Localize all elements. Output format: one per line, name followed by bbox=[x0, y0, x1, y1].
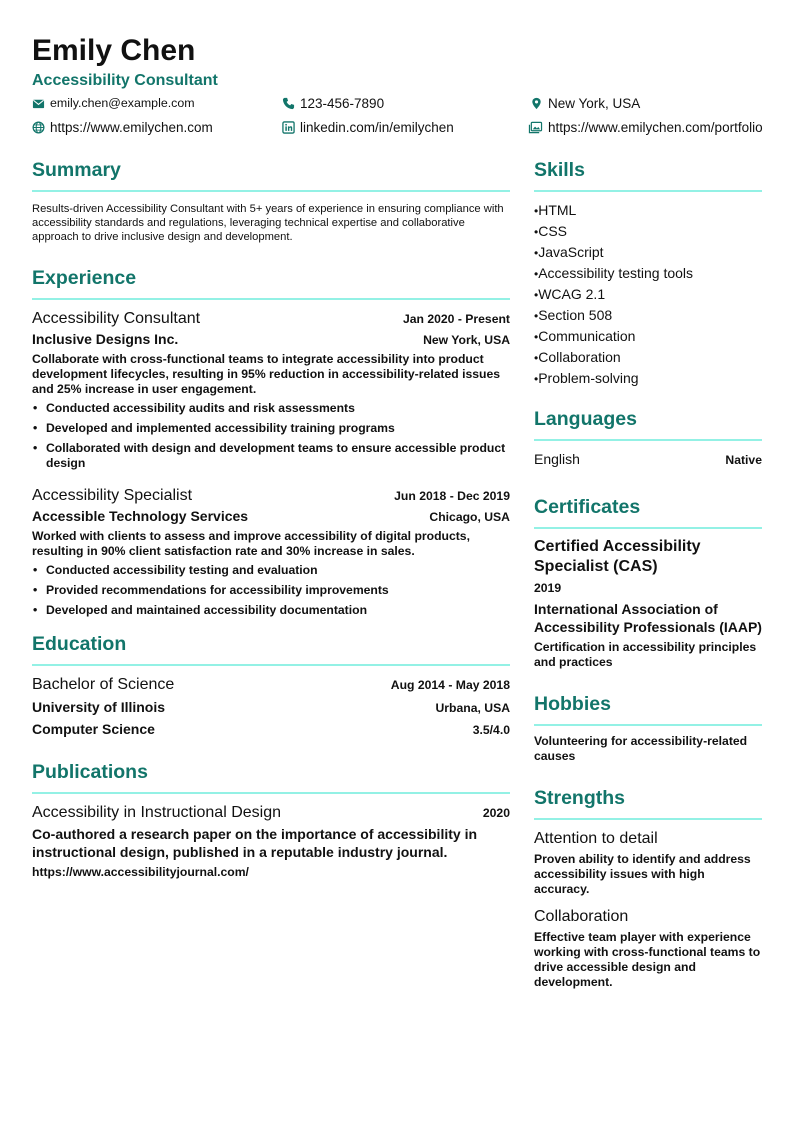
website-text: https://www.emilychen.com bbox=[50, 120, 213, 135]
experience-heading: Experience bbox=[32, 266, 510, 300]
job-bullet: • Provided recommendations for accessibility improvements bbox=[32, 583, 510, 598]
job-dates: Jun 2018 - Dec 2019 bbox=[394, 489, 510, 503]
skills-section bbox=[534, 158, 762, 389]
skill-item: • Accessibility testing tools bbox=[534, 263, 762, 284]
publications-heading: Publications bbox=[32, 760, 510, 794]
job-bullet: • Conducted accessibility testing and evaluation bbox=[32, 563, 510, 578]
summary-text: Results-driven Accessibility Consultant with 5+ years of experience in ensuring compliance with accessibility standards and regulations, leveraging technical expertise and collaborative approach to drive inclusive design and development. bbox=[32, 203, 504, 243]
left-column bbox=[32, 158, 510, 881]
job-bullets bbox=[32, 563, 510, 618]
job-location: Chicago, USA bbox=[429, 510, 510, 524]
strength-title: Attention to detail bbox=[534, 830, 658, 847]
portfolio-icon bbox=[528, 121, 543, 134]
education-field: Computer Science bbox=[32, 721, 155, 737]
contact-portfolio[interactable] bbox=[528, 120, 763, 135]
contact-website[interactable] bbox=[32, 120, 213, 135]
resume-header bbox=[32, 34, 782, 92]
right-column bbox=[534, 158, 762, 999]
publication-title: Accessibility in Instructional Design bbox=[32, 804, 281, 821]
languages-section bbox=[534, 407, 762, 467]
certificate-issuer: International Association of Accessibility Professionals (IAAP) bbox=[534, 601, 762, 635]
skill-item: • Problem-solving bbox=[534, 368, 762, 389]
education-dates: Aug 2014 - May 2018 bbox=[390, 678, 510, 692]
strength-title: Collaboration bbox=[534, 908, 629, 925]
globe-icon bbox=[32, 121, 45, 134]
summary-heading: Summary bbox=[32, 158, 510, 192]
education-location: Urbana, USA bbox=[435, 701, 510, 715]
certificate-year: 2019 bbox=[534, 581, 562, 595]
certificate-description: Certification in accessibility principles and practices bbox=[534, 640, 757, 669]
experience-item bbox=[32, 485, 510, 618]
location-text: New York, USA bbox=[548, 96, 641, 111]
experience-section bbox=[32, 266, 510, 618]
skill-item: • Communication bbox=[534, 326, 762, 347]
language-name: English bbox=[534, 451, 580, 467]
skill-item: • CSS bbox=[534, 221, 762, 242]
education-gpa: 3.5/4.0 bbox=[472, 723, 510, 737]
education-section bbox=[32, 632, 510, 740]
job-bullet: • Developed and maintained accessibility documentation bbox=[32, 603, 510, 618]
education-school: University of Illinois bbox=[32, 699, 166, 715]
job-bullet: • Conducted accessibility audits and risk assessments bbox=[32, 401, 510, 416]
skill-item: • WCAG 2.1 bbox=[534, 284, 762, 305]
skill-item: • HTML bbox=[534, 200, 762, 221]
job-location: New York, USA bbox=[423, 333, 510, 347]
linkedin-icon bbox=[282, 121, 295, 134]
job-company: Inclusive Designs Inc. bbox=[32, 331, 179, 347]
job-bullets bbox=[32, 401, 510, 471]
job-company: Accessible Technology Services bbox=[32, 508, 249, 524]
contact-linkedin[interactable] bbox=[282, 120, 454, 135]
skill-item: • JavaScript bbox=[534, 242, 762, 263]
skills-heading: Skills bbox=[534, 158, 762, 192]
summary-section bbox=[32, 158, 510, 244]
strengths-section bbox=[534, 786, 762, 990]
strength-description: Proven ability to identify and address accessibility issues with high accuracy. bbox=[534, 852, 751, 896]
job-title: Accessibility Consultant bbox=[32, 310, 201, 327]
strengths-heading: Strengths bbox=[534, 786, 762, 820]
phone-text: 123-456-7890 bbox=[300, 96, 385, 111]
job-description: Worked with clients to assess and improve accessibility of digital products, resulting in 90% client satisfaction rate and 30% increase in sales. bbox=[32, 529, 470, 558]
education-degree: Bachelor of Science bbox=[32, 676, 175, 693]
certificates-section bbox=[534, 495, 762, 670]
strength-description: Effective team player with experience working with cross-functional teams to drive accessible design and development. bbox=[534, 930, 761, 989]
education-heading: Education bbox=[32, 632, 510, 666]
candidate-role: Accessibility Consultant bbox=[32, 72, 218, 89]
publications-section bbox=[32, 760, 510, 881]
contact-phone[interactable] bbox=[282, 96, 384, 111]
contact-email[interactable] bbox=[32, 96, 195, 110]
languages-heading: Languages bbox=[534, 407, 762, 441]
hobbies-heading: Hobbies bbox=[534, 692, 762, 726]
skills-list bbox=[534, 200, 762, 389]
job-dates: Jan 2020 - Present bbox=[402, 312, 510, 326]
hobbies-section bbox=[534, 692, 762, 764]
publication-link[interactable]: https://www.accessibilityjournal.com/ bbox=[32, 865, 249, 879]
contact-location bbox=[530, 96, 640, 111]
phone-icon bbox=[282, 97, 295, 110]
portfolio-text: https://www.emilychen.com/portfolio bbox=[548, 120, 763, 135]
job-bullet: • Developed and implemented accessibility training programs bbox=[32, 421, 510, 436]
experience-item bbox=[32, 308, 510, 471]
email-text: emily.chen@example.com bbox=[50, 96, 195, 110]
publication-year: 2020 bbox=[482, 806, 510, 820]
skill-item: • Collaboration bbox=[534, 347, 762, 368]
location-icon bbox=[530, 97, 543, 110]
publication-description: Co-authored a research paper on the importance of accessibility in instructional design, published in a reputable industry journal. bbox=[32, 826, 478, 860]
hobby-item: Volunteering for accessibility-related causes bbox=[534, 734, 748, 763]
certificates-heading: Certificates bbox=[534, 495, 762, 529]
certificate-name: Certified Accessibility Specialist (CAS) bbox=[534, 538, 701, 575]
candidate-name: Emily Chen bbox=[32, 34, 196, 67]
job-bullet: • Collaborated with design and development teams to ensure accessible product design bbox=[32, 441, 510, 471]
job-description: Collaborate with cross-functional teams to integrate accessibility into product development lifecycles, resulting in 95% reduction in accessibility-related issues and 25% increase in user engagement. bbox=[32, 352, 501, 396]
email-icon bbox=[32, 97, 45, 110]
skill-item: • Section 508 bbox=[534, 305, 762, 326]
linkedin-text: linkedin.com/in/emilychen bbox=[300, 120, 454, 135]
job-title: Accessibility Specialist bbox=[32, 487, 193, 504]
language-level: Native bbox=[725, 453, 762, 467]
